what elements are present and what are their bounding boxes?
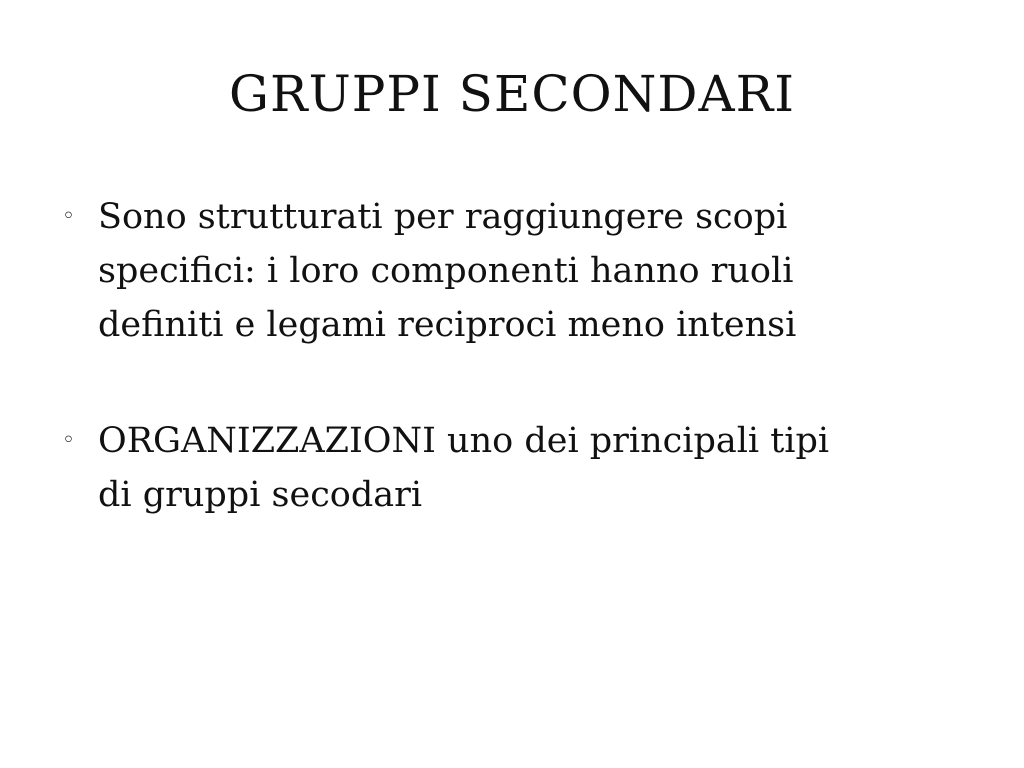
- bullet-text: ORGANIZZAZIONI uno dei principali tipi di gruppi secodari: [98, 421, 830, 515]
- bullet-item: [62, 190, 962, 352]
- bullet-item: [62, 414, 962, 522]
- slide-title: GRUPPI SECONDARI: [229, 65, 795, 123]
- bullet-point-icon: ◦: [62, 204, 75, 229]
- bullet-text: Sono strutturati per raggiungere scopi specifici: i loro componenti hanno ruoli definiti e legami reciproci meno intensi: [98, 197, 797, 345]
- bullet-point-icon: ◦: [62, 428, 75, 453]
- bullet-list: [62, 190, 962, 522]
